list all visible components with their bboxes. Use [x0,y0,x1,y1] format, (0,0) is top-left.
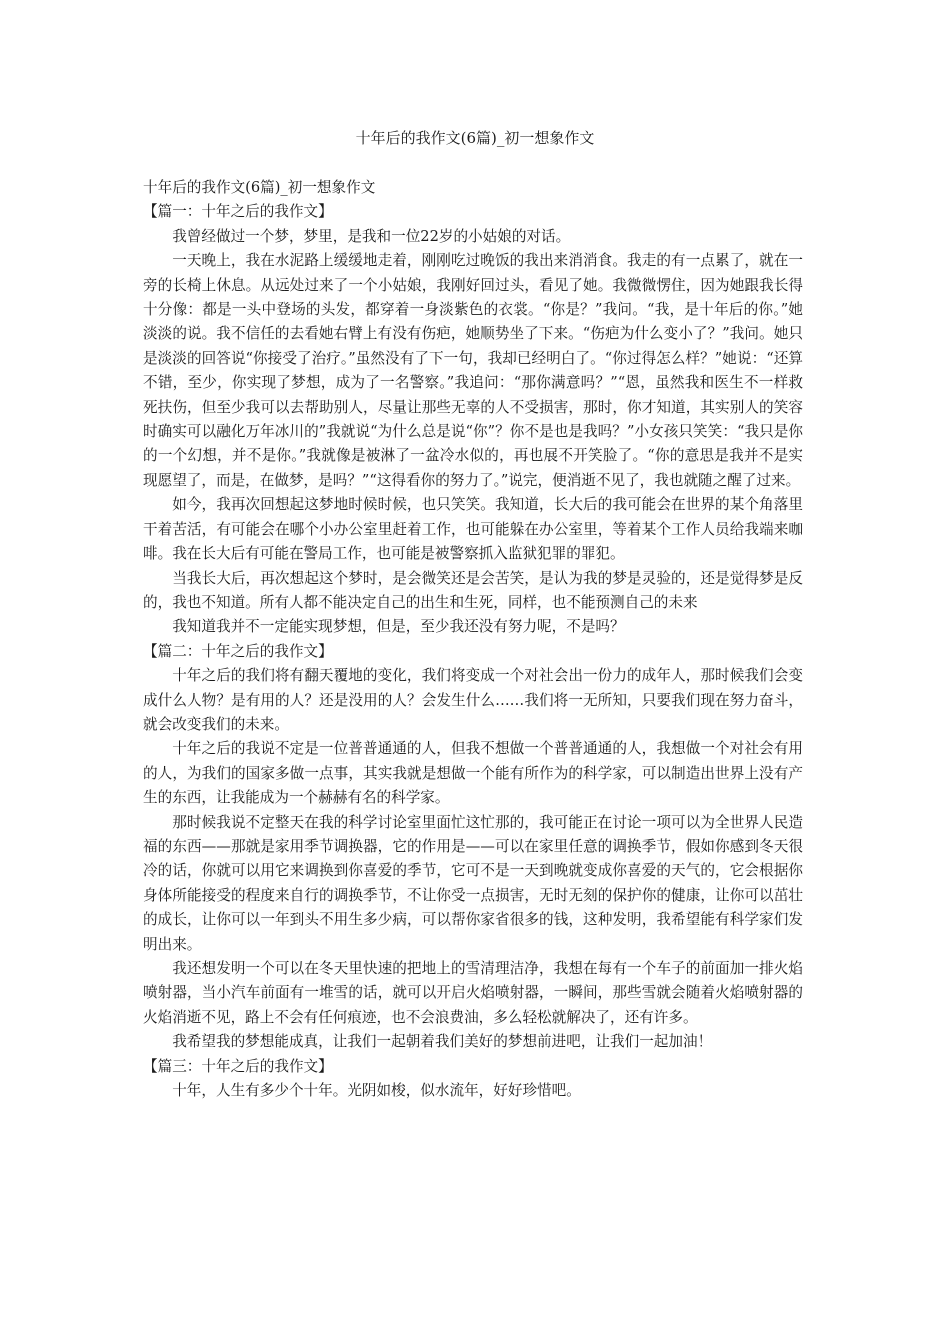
document-body [143,176,803,1103]
paragraph: 我曾经做过一个梦，梦里，是我和一位22岁的小姑娘的对话。 [172,227,571,245]
section-heading-2: 【篇二：十年之后的我作文】 [143,642,333,660]
paragraph: 那时候我说不定整天在我的科学讨论室里面忙这忙那的，我可能正在讨论一项可以为全世界人民造福的东西——那就是家用季节调换器，它的作用是——可以在家里任意的调换季节，假如你感到冬天很冷的话，你就可以用它来调换到你喜爱的季节，它可不是一天到晚就变成你喜爱的天气的，它会根据你身体所能接受的程度来自行的调换季节，不让你受一点损害，无时无刻的保护你的健康，让你可以茁壮的成长，让你可以一年到头不用生多少病，可以帮你家省很多的钱，这种发明，我希望能有科学家们发明出来。 [143,813,803,953]
paragraph: 当我长大后，再次想起这个梦时，是会微笑还是会苦笑，是认为我的梦是灵验的，还是觉得梦是反的，我也不知道。所有人都不能决定自己的出生和生死，同样，也不能预测自己的未来 [143,569,803,611]
paragraph: 十年之后的我说不定是一位普普通通的人，但我不想做一个普普通通的人，我想做一个对社会有用的人，为我们的国家多做一点事，其实我就是想做一个能有所作为的科学家，可以制造出世界上没有产生的东西，让我能成为一个赫赫有名的科学家。 [143,740,803,807]
paragraph: 十年之后的我们将有翻天覆地的变化，我们将变成一个对社会出一份力的成年人，那时候我们会变成什么人物？是有用的人？还是没用的人？会发生什么……我们将一无所知，只要我们现在努力奋斗，就会改变我们的未来。 [143,667,803,733]
paragraph: 我希望我的梦想能成真，让我们一起朝着我们美好的梦想前进吧，让我们一起加油！ [172,1033,713,1051]
paragraph: 我知道我并不一定能实现梦想，但是，至少我还没有努力呢，不是吗？ [172,618,625,636]
paragraph: 我还想发明一个可以在冬天里快速的把地上的雪清理洁净，我想在每有一个车子的前面加一排火焰喷射器，当小汽车前面有一堆雪的话，就可以开启火焰喷射器，一瞬间，那些雪就会随着火焰喷射器的火焰消逝不见，路上不会有任何痕迹，也不会浪费油，多么轻松就解决了，还有许多。 [143,960,803,1026]
section-heading-3: 【篇三：十年之后的我作文】 [143,1057,333,1075]
paragraph: 如今，我再次回想起这梦地时候时候，也只笑笑。我知道，长大后的我可能会在世界的某个角落里干着苦活，有可能会在哪个小办公室里赶着工作，也可能躲在办公室里，等着某个工作人员给我端来咖啡。我在长大后有可能在警局工作，也可能是被警察抓入监狱犯罪的罪犯。 [143,496,803,563]
document-subtitle: 十年后的我作文(6篇)_初一想象作文 [143,179,376,196]
paragraph: 十年，人生有多少个十年。光阴如梭，似水流年，好好珍惜吧。 [172,1082,581,1100]
page-title: 十年后的我作文(6篇)_初一想象作文 [355,129,595,147]
paragraph: 一天晚上，我在水泥路上缓缓地走着，刚刚吃过晚饭的我出来消消食。我走的有一点累了，就在一旁的长椅上休息。从远处过来了一个小姑娘，我刚好回过头，看见了她。我微微愣住，因为她跟我长得十分像：都是一头中登场的头发，都穿着一身淡紫色的衣裳。“你是？”我问。“我，是十年后的你。”她淡淡的说。我不信任的去看她右臂上有没有伤疤，她顺势坐了下来。“伤疤为什么变小了？”我问。她只是淡淡的回答说“你接受了治疗。”虽然没有了下一句，我却已经明白了。“你过得怎么样？”她说：“还算不错，至少，你实现了梦想，成为了一名警察。”我追问：“那你满意吗？”“恩，虽然我和医生不一样救死扶伤，但至少我可以去帮助别人，尽量让那些无辜的人不受损害，那时，你才知道，其实别人的笑容时确实可以融化万年冰川的”我就说“为什么总是说“你”？你不是也是我吗？”小女孩只笑笑：“我只是你的一个幻想，并不是你。”我就像是被淋了一盆冷水似的，再也展不开笑脸了。“你的意思是我并不是实现愿望了，而是，在做梦，是吗？”“这得看你的努力了。”说完，便消逝不见了，我也就随之醒了过来。 [143,252,803,489]
section-heading-1: 【篇一：十年之后的我作文】 [143,203,333,221]
